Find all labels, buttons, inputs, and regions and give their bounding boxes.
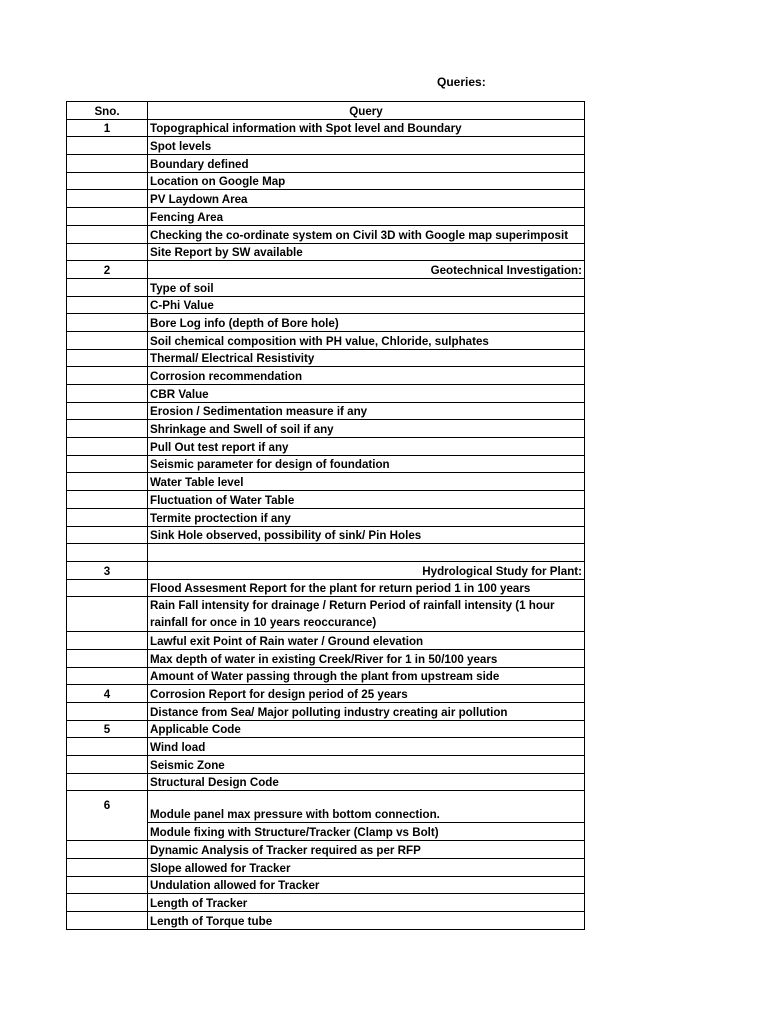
empty-query-cell xyxy=(148,544,585,562)
table-row xyxy=(67,243,585,261)
query-cell: Lawful exit Point of Rain water / Ground elevation xyxy=(148,632,585,650)
table-row xyxy=(67,791,585,823)
query-cell: Type of soil xyxy=(148,278,585,296)
query-cell: Max depth of water in existing Creek/River for 1 in 50/100 years xyxy=(148,649,585,667)
table-row xyxy=(67,208,585,226)
table-row xyxy=(67,225,585,243)
table-row xyxy=(67,597,585,632)
table-row xyxy=(67,649,585,667)
query-cell: Fencing Area xyxy=(148,208,585,226)
table-row xyxy=(67,296,585,314)
query-cell: Thermal/ Electrical Resistivity xyxy=(148,349,585,367)
sno-cell: 6 xyxy=(67,791,148,841)
query-cell: Bore Log info (depth of Bore hole) xyxy=(148,314,585,332)
query-header: Query xyxy=(148,102,585,120)
query-cell: Distance from Sea/ Major polluting industry creating air pollution xyxy=(148,703,585,721)
query-cell: Spot levels xyxy=(148,137,585,155)
table-row xyxy=(67,632,585,650)
query-cell: Site Report by SW available xyxy=(148,243,585,261)
table-row xyxy=(67,911,585,929)
table-row xyxy=(67,402,585,420)
table-row xyxy=(67,137,585,155)
table-row xyxy=(67,491,585,509)
table-row xyxy=(67,190,585,208)
table-row xyxy=(67,720,585,738)
query-cell: Undulation allowed for Tracker xyxy=(148,876,585,894)
table-row xyxy=(67,508,585,526)
table-row xyxy=(67,420,585,438)
table-row xyxy=(67,876,585,894)
sno-cell: 4 xyxy=(67,685,148,703)
query-cell: Flood Assesment Report for the plant for return period 1 in 100 years xyxy=(148,579,585,597)
table-row xyxy=(67,703,585,721)
query-cell: Fluctuation of Water Table xyxy=(148,491,585,509)
query-cell: Seismic Zone xyxy=(148,756,585,774)
query-cell: C-Phi Value xyxy=(148,296,585,314)
table-row xyxy=(67,544,585,562)
query-cell: Pull Out test report if any xyxy=(148,438,585,456)
table-row xyxy=(67,858,585,876)
table-row xyxy=(67,331,585,349)
query-cell: Dynamic Analysis of Tracker required as per RFP xyxy=(148,841,585,859)
query-cell: Water Table level xyxy=(148,473,585,491)
queries-body xyxy=(67,119,585,929)
query-cell: Length of Tracker xyxy=(148,894,585,912)
query-cell: Rain Fall intensity for drainage / Return Period of rainfall intensity (1 hour rainfall for once in 10 years reoccurance) xyxy=(148,597,585,632)
table-row xyxy=(67,773,585,791)
query-cell: Soil chemical composition with PH value, Chloride, sulphates xyxy=(148,331,585,349)
table-row xyxy=(67,667,585,685)
queries-table xyxy=(66,101,585,930)
query-cell: PV Laydown Area xyxy=(148,190,585,208)
query-cell: Slope allowed for Tracker xyxy=(148,858,585,876)
query-cell: Checking the co-ordinate system on Civil 3D with Google map superimposit xyxy=(148,225,585,243)
table-row xyxy=(67,738,585,756)
table-row xyxy=(67,349,585,367)
query-cell: Termite proctection if any xyxy=(148,508,585,526)
section-heading: Hydrological Study for Plant: xyxy=(148,561,585,579)
section-heading: Geotechnical Investigation: xyxy=(148,261,585,279)
table-row xyxy=(67,526,585,544)
table-row xyxy=(67,261,585,279)
table-row xyxy=(67,119,585,137)
table-row xyxy=(67,685,585,703)
query-cell: Structural Design Code xyxy=(148,773,585,791)
query-cell: Corrosion recommendation xyxy=(148,367,585,385)
query-cell: Location on Google Map xyxy=(148,172,585,190)
query-cell: Module panel max pressure with bottom connection. xyxy=(148,791,585,823)
query-cell: Wind load xyxy=(148,738,585,756)
table-row xyxy=(67,155,585,173)
table-row xyxy=(67,579,585,597)
table-row xyxy=(67,314,585,332)
table-row xyxy=(67,367,585,385)
sno-cell: 1 xyxy=(67,119,148,137)
query-cell: Sink Hole observed, possibility of sink/ Pin Holes xyxy=(148,526,585,544)
table-row xyxy=(67,385,585,403)
table-row xyxy=(67,278,585,296)
table-row xyxy=(67,841,585,859)
sno-cell: 2 xyxy=(67,261,148,279)
table-row xyxy=(67,894,585,912)
sno-cell: 3 xyxy=(67,561,148,579)
sno-cell: 5 xyxy=(67,720,148,738)
query-cell: Corrosion Report for design period of 25 years xyxy=(148,685,585,703)
table-row xyxy=(67,455,585,473)
query-cell: Amount of Water passing through the plant from upstream side xyxy=(148,667,585,685)
page-title: Queries: xyxy=(437,75,486,89)
query-cell: CBR Value xyxy=(148,385,585,403)
table-header-row xyxy=(67,102,585,120)
table-row xyxy=(67,473,585,491)
table-row xyxy=(67,561,585,579)
query-cell: Applicable Code xyxy=(148,720,585,738)
query-cell: Erosion / Sedimentation measure if any xyxy=(148,402,585,420)
table-row xyxy=(67,438,585,456)
query-cell: Boundary defined xyxy=(148,155,585,173)
table-row xyxy=(67,172,585,190)
table-row xyxy=(67,756,585,774)
sno-header: Sno. xyxy=(67,102,148,120)
query-cell: Seismic parameter for design of foundation xyxy=(148,455,585,473)
query-cell: Shrinkage and Swell of soil if any xyxy=(148,420,585,438)
query-cell: Topographical information with Spot level and Boundary xyxy=(148,119,585,137)
query-cell: Module fixing with Structure/Tracker (Clamp vs Bolt) xyxy=(148,823,585,841)
query-cell: Length of Torque tube xyxy=(148,911,585,929)
